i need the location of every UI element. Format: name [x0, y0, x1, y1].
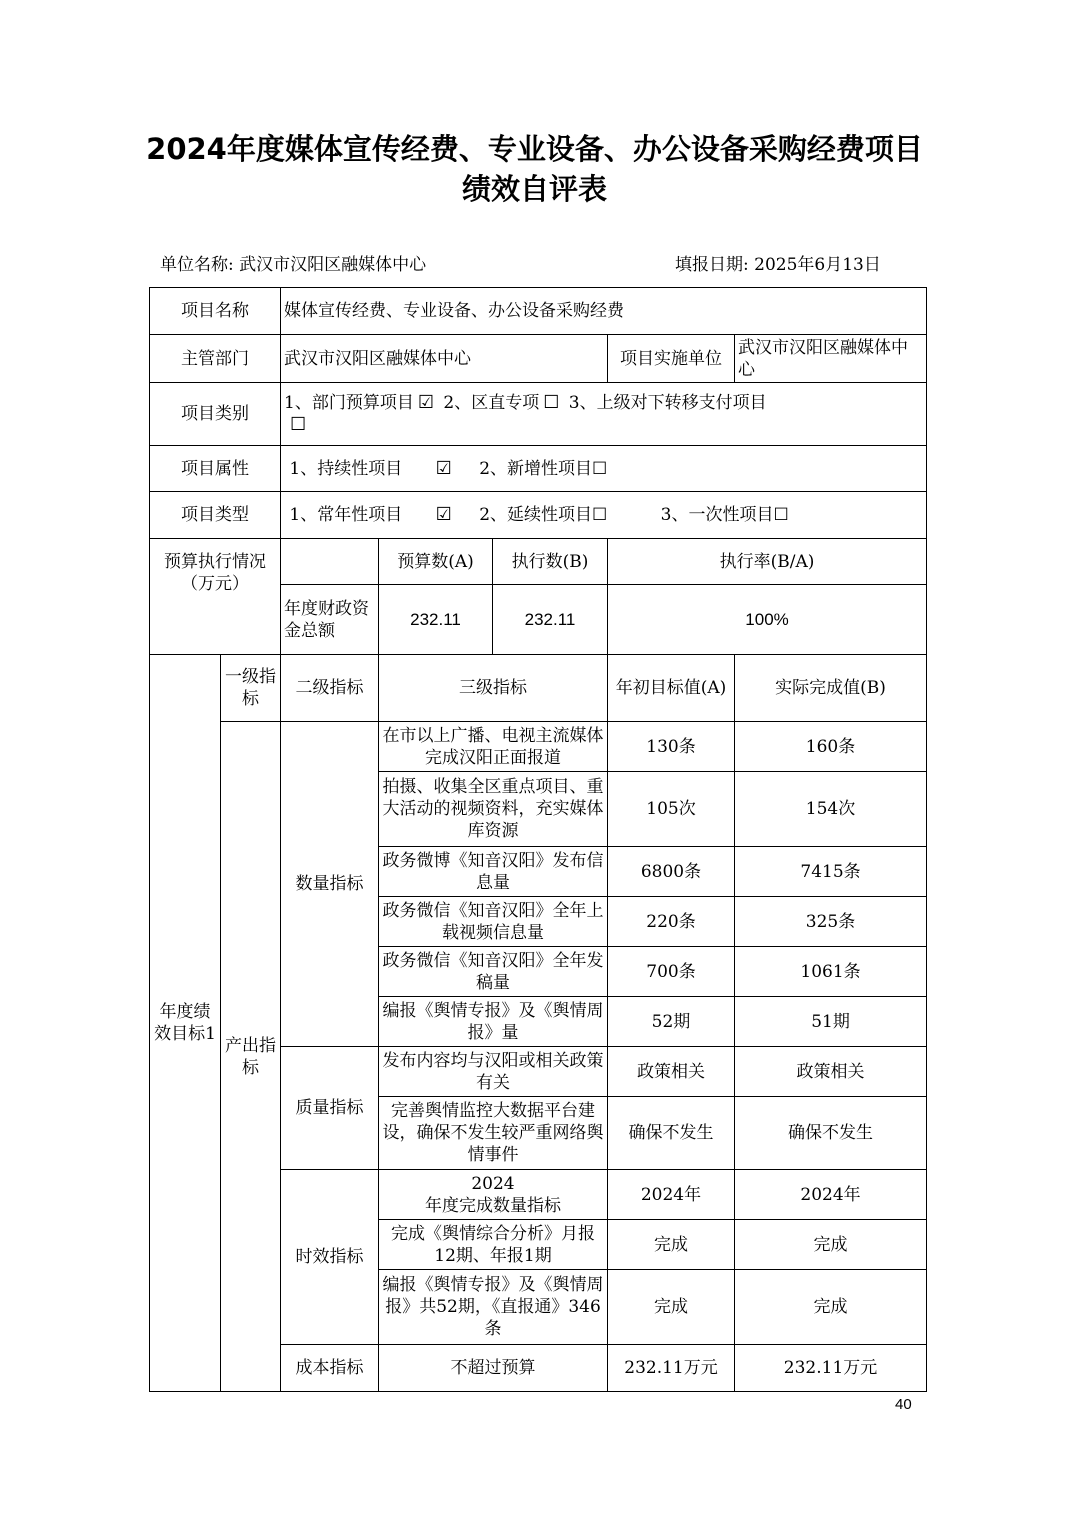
- impl-unit-label: 项目实施单位: [608, 335, 735, 383]
- annual-goal-label: 年度绩效目标1: [150, 655, 221, 1392]
- checkbox-checked-icon: ☑: [417, 392, 434, 413]
- quality-label: 质量指标: [281, 1047, 379, 1170]
- indicator-desc: 完成《舆情综合分析》月报12期、年报1期: [379, 1220, 608, 1270]
- level2-header: 二级指标: [281, 655, 379, 722]
- exec-b-label: 执行数(B): [493, 539, 608, 585]
- indicator-target: 700条: [608, 947, 735, 997]
- level3-header: 三级指标: [379, 655, 608, 722]
- indicator-desc: 政务微信《知音汉阳》全年上载视频信息量: [379, 897, 608, 947]
- indicator-actual: 确保不发生: [735, 1097, 927, 1170]
- table-row: [150, 722, 927, 772]
- indicator-desc-line1: 2024: [471, 1173, 515, 1194]
- category-label: 项目类别: [150, 383, 281, 446]
- date-label: 填报日期:: [675, 255, 749, 275]
- dept-label: 主管部门: [150, 335, 281, 383]
- budget-blank-cell: [281, 539, 379, 585]
- type-opt2: 2、延续性项目☐: [479, 505, 608, 525]
- indicator-actual: 325条: [735, 897, 927, 947]
- indicator-actual: 7415条: [735, 847, 927, 897]
- indicator-actual: 2024年: [735, 1170, 927, 1220]
- cost-label: 成本指标: [281, 1345, 379, 1392]
- impl-unit-value: 武汉市汉阳区融媒体中心: [735, 335, 927, 383]
- checkbox-checked-icon: ☑: [435, 457, 452, 479]
- category-opt2: 2、区直专项: [443, 393, 540, 413]
- unit-value: 武汉市汉阳区融媒体中心: [239, 255, 427, 275]
- indicator-target: 220条: [608, 897, 735, 947]
- fiscal-total-label: 年度财政资金总额: [281, 585, 379, 655]
- indicator-target: 130条: [608, 722, 735, 772]
- indicator-actual: 154次: [735, 772, 927, 847]
- title-line-1: 2024年度媒体宣传经费、专业设备、办公设备采购经费项目: [146, 132, 923, 166]
- attribute-opt2: 2、新增性项目☐: [479, 458, 608, 479]
- target-header: 年初目标值(A): [608, 655, 735, 722]
- indicator-desc-line2: 年度完成数量指标: [425, 1195, 561, 1216]
- budget-a-value: 232.11: [379, 585, 493, 655]
- indicator-actual: 160条: [735, 722, 927, 772]
- indicator-desc: 完善舆情监控大数据平台建设，确保不发生较严重网络舆情事件: [379, 1097, 608, 1170]
- checkbox-checked-icon: ☑: [435, 504, 452, 525]
- indicator-actual: 完成: [735, 1220, 927, 1270]
- category-opt3: 3、上级对下转移支付项目: [568, 393, 767, 413]
- unit-name: [160, 250, 426, 275]
- type-opt1: 1、常年性项目: [289, 505, 403, 525]
- exec-b-value: 232.11: [493, 585, 608, 655]
- indicator-desc: 在市以上广播、电视主流媒体完成汉阳正面报道: [379, 722, 608, 772]
- unit-label: 单位名称:: [160, 255, 234, 275]
- dept-value: 武汉市汉阳区融媒体中心: [281, 335, 608, 383]
- quantity-label: 数量指标: [281, 722, 379, 1047]
- row-project-name: [150, 288, 927, 335]
- level1-header: 一级指标: [221, 655, 281, 722]
- budget-label: 预算执行情况（万元）: [150, 539, 281, 655]
- indicator-target: 确保不发生: [608, 1097, 735, 1170]
- rate-value: 100%: [608, 585, 927, 655]
- type-label: 项目类型: [150, 492, 281, 539]
- indicator-desc: 拍摄、收集全区重点项目、重大活动的视频资料，充实媒体库资源: [379, 772, 608, 847]
- row-category: [150, 383, 927, 446]
- budget-a-label: 预算数(A): [379, 539, 493, 585]
- project-name-label: 项目名称: [150, 288, 281, 335]
- actual-header: 实际完成值(B): [735, 655, 927, 722]
- row-attribute: [150, 446, 927, 492]
- indicator-desc: 发布内容均与汉阳或相关政策有关: [379, 1047, 608, 1097]
- indicator-actual: 完成: [735, 1270, 927, 1345]
- rate-label: 执行率(B/A): [608, 539, 927, 585]
- category-options: [281, 383, 927, 446]
- performance-table: [149, 287, 927, 1392]
- type-opt3: 3、一次性项目☐: [660, 505, 789, 525]
- row-type: [150, 492, 927, 539]
- indicator-desc: 编报《舆情专报》及《舆情周报》量: [379, 997, 608, 1047]
- attribute-opt1: 1、持续性项目: [289, 458, 403, 479]
- indicator-actual: 232.11万元: [735, 1345, 927, 1392]
- indicator-actual: 1061条: [735, 947, 927, 997]
- indicator-actual: 51期: [735, 997, 927, 1047]
- indicator-desc: 政务微信《知音汉阳》全年发稿量: [379, 947, 608, 997]
- checkbox-empty-icon: ☐: [290, 414, 307, 435]
- title-line-2: 绩效自评表: [461, 172, 607, 206]
- indicator-target: 232.11万元: [608, 1345, 735, 1392]
- indicator-target: 政策相关: [608, 1047, 735, 1097]
- checkbox-empty-icon: ☐: [543, 392, 560, 413]
- row-indicator-header: [150, 655, 927, 722]
- indicator-target: 105次: [608, 772, 735, 847]
- indicator-target: 完成: [608, 1220, 735, 1270]
- indicator-desc: [379, 1170, 608, 1220]
- attribute-label: 项目属性: [150, 446, 281, 492]
- project-name-value: 媒体宣传经费、专业设备、办公设备采购经费: [281, 288, 927, 335]
- type-options: [281, 492, 927, 539]
- indicator-target: 完成: [608, 1270, 735, 1345]
- output-label: 产出指标: [221, 722, 281, 1392]
- attribute-options: [281, 446, 927, 492]
- indicator-desc: 编报《舆情专报》及《舆情周报》共52期，《直报通》346条: [379, 1270, 608, 1345]
- indicator-desc: 不超过预算: [379, 1345, 608, 1392]
- report-date: [675, 250, 881, 275]
- timeliness-label: 时效指标: [281, 1170, 379, 1345]
- indicator-target: 6800条: [608, 847, 735, 897]
- row-budget-header: [150, 539, 927, 585]
- page-number: 40: [895, 1396, 912, 1413]
- row-dept: [150, 335, 927, 383]
- indicator-desc: 政务微博《知音汉阳》发布信息量: [379, 847, 608, 897]
- category-opt1: 1、部门预算项目: [284, 393, 414, 413]
- indicator-target: 2024年: [608, 1170, 735, 1220]
- indicator-target: 52期: [608, 997, 735, 1047]
- indicator-actual: 政策相关: [735, 1047, 927, 1097]
- date-value: 2025年6月13日: [754, 255, 881, 275]
